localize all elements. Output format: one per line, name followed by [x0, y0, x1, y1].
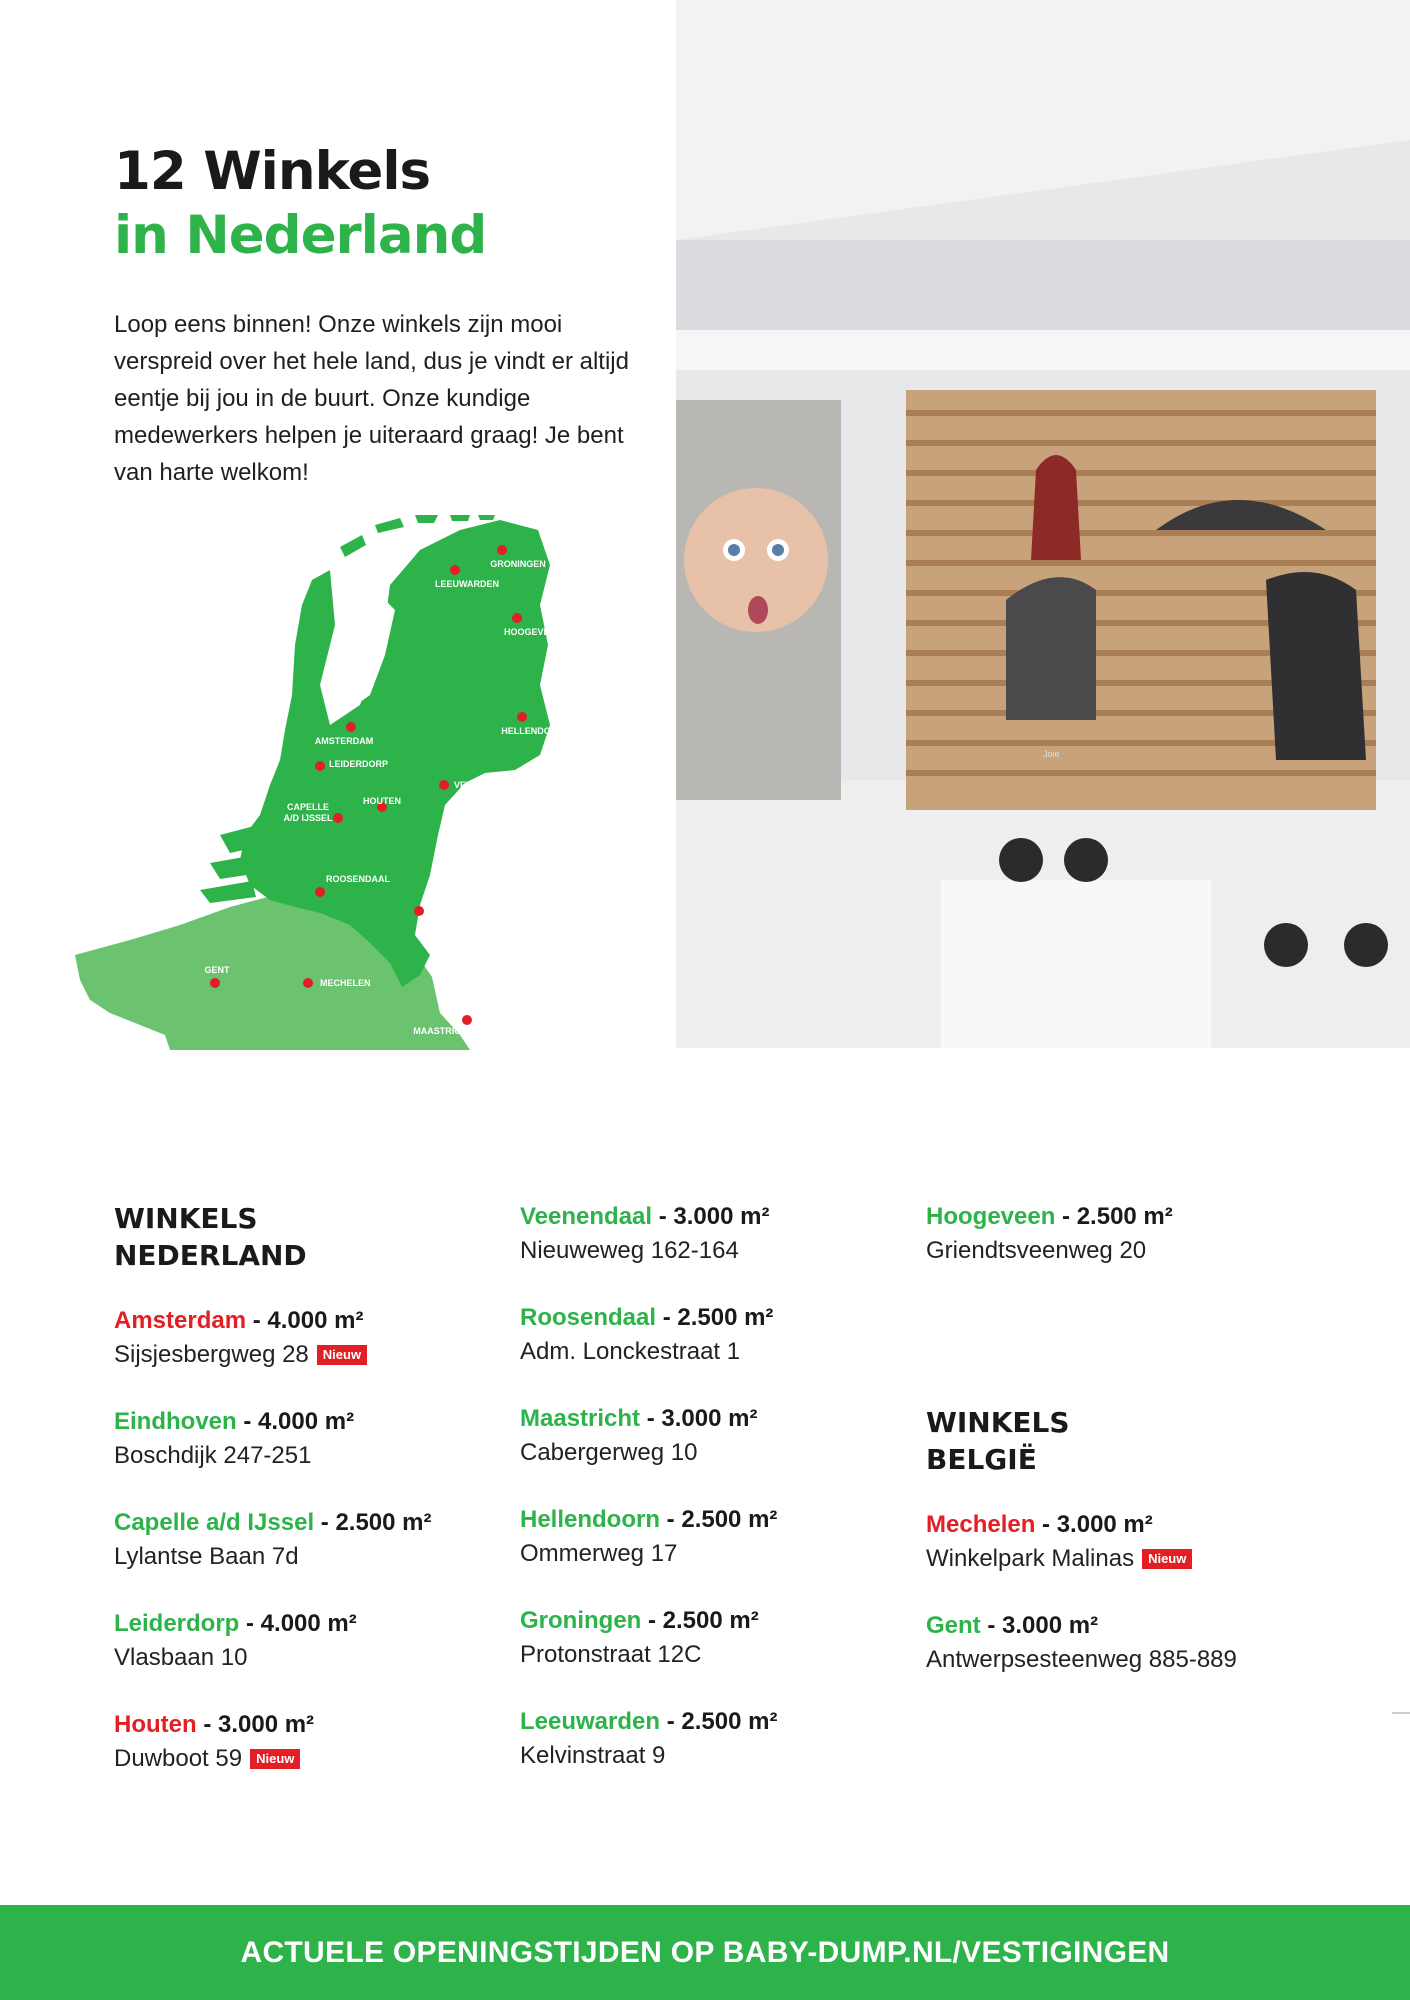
store-maastricht: Maastricht - 3.000 m² Cabergerweg 10 [520, 1402, 910, 1470]
store-photo [676, 0, 1410, 1048]
svg-text:ROOSENDAAL: ROOSENDAAL [326, 874, 391, 884]
store-gent: Gent - 3.000 m² Antwerpsesteenweg 885-889 [926, 1609, 1316, 1677]
store-size: 2.500 m² [677, 1304, 774, 1331]
store-city: Veenendaal [520, 1203, 653, 1230]
map-city-eindhoven [414, 906, 486, 916]
store-roosendaal: Roosendaal - 2.500 m² Adm. Lonckestraat 1 [520, 1301, 910, 1369]
store-address: Protonstraat 12C [520, 1641, 702, 1668]
store-address: Nieuweweg 162-164 [520, 1237, 739, 1264]
store-address: Kelvinstraat 9 [520, 1742, 666, 1769]
svg-text:LEIDERDORP: LEIDERDORP [329, 759, 389, 769]
store-capelle: Capelle a/d IJssel - 2.500 m² Lylantse Baan 7d [114, 1506, 504, 1574]
svg-text:GRONINGEN: GRONINGEN [490, 559, 546, 569]
store-map [70, 515, 640, 1050]
store-hoogeveen: Hoogeveen - 2.500 m² Griendtsveenweg 20 [926, 1200, 1316, 1268]
store-city: Hellendoorn [520, 1506, 661, 1533]
store-amsterdam: Amsterdam - 4.000 m² Sijsjesbergweg 28 Nieuw [114, 1304, 504, 1372]
store-groningen: Groningen - 2.500 m² Protonstraat 12C [520, 1604, 910, 1672]
page-title [114, 140, 486, 268]
new-badge: Nieuw [317, 1345, 367, 1365]
store-size: 3.000 m² [673, 1203, 770, 1230]
store-city: Roosendaal [520, 1304, 657, 1331]
stroller-brand-label: Joie [1043, 749, 1060, 759]
store-city: Leiderdorp [114, 1610, 240, 1637]
store-address: Sijsjesbergweg 28 [114, 1341, 309, 1368]
store-eindhoven: Eindhoven - 4.000 m² Boschdijk 247-251 [114, 1405, 504, 1473]
svg-text:HOUTEN: HOUTEN [363, 796, 401, 806]
store-address: Duwboot 59 [114, 1745, 243, 1772]
store-veenendaal: Veenendaal - 3.000 m² Nieuweweg 162-164 [520, 1200, 910, 1268]
section-title-nl: WINKELS NEDERLAND [114, 1202, 307, 1272]
svg-text:EINDHOVEN: EINDHOVEN [432, 906, 486, 916]
svg-text:HELLENDOORN: HELLENDOORN [501, 726, 571, 736]
store-size: 3.000 m² [1002, 1612, 1099, 1639]
stores-column-2 [520, 1200, 910, 1806]
store-size: 2.500 m² [681, 1506, 778, 1533]
store-size: 2.500 m² [662, 1607, 759, 1634]
store-size: 2.500 m² [681, 1708, 778, 1735]
svg-text:CAPELLE: CAPELLE [286, 802, 330, 812]
stores-column-3 [926, 1200, 1316, 1710]
edge-mark [1392, 1712, 1410, 1714]
store-address: Cabergerweg 10 [520, 1439, 698, 1466]
store-city: Gent [926, 1612, 981, 1639]
stores-column-1 [114, 1200, 504, 1809]
store-leeuwarden: Leeuwarden - 2.500 m² Kelvinstraat 9 [520, 1705, 910, 1773]
store-hellendoorn: Hellendoorn - 2.500 m² Ommerweg 17 [520, 1503, 910, 1571]
store-city: Houten [114, 1711, 197, 1738]
svg-text:MECHELEN: MECHELEN [320, 978, 371, 988]
store-size: 3.000 m² [217, 1711, 315, 1738]
footer-banner: ACTUELE OPENINGSTIJDEN OP BABY-DUMP.NL/VESTIGINGEN [0, 1905, 1410, 2000]
svg-text:VEENENDAAL: VEENENDAAL [454, 780, 517, 790]
store-city: Capelle a/d IJssel [114, 1509, 315, 1536]
new-badge: Nieuw [1142, 1549, 1192, 1569]
store-city: Groningen [520, 1607, 642, 1634]
store-size: 2.500 m² [335, 1509, 432, 1536]
svg-text:AMSTERDAM: AMSTERDAM [314, 736, 374, 746]
store-size: 4.000 m² [260, 1610, 357, 1637]
store-address: Lylantse Baan 7d [114, 1543, 299, 1570]
store-address: Antwerpsesteenweg 885-889 [926, 1646, 1237, 1673]
store-city: Eindhoven [114, 1408, 237, 1435]
intro-text: Loop eens binnen! Onze winkels zijn mooi verspreid over het hele land, dus je vindt er altijd eentje bij jou in de buurt. Onze kundige medewerkers helpen je uiteraard graag! Je bent van harte welkom! [114, 311, 629, 486]
store-size: 3.000 m² [1056, 1511, 1153, 1538]
store-leiderdorp: Leiderdorp - 4.000 m² Vlasbaan 10 [114, 1607, 504, 1675]
store-houten: Houten - 3.000 m² Duwboot 59 Nieuw [114, 1711, 315, 1772]
store-city: Hoogeveen [926, 1203, 1056, 1230]
store-address: Winkelpark Malinas [926, 1545, 1135, 1572]
store-address: Adm. Lonckestraat 1 [520, 1338, 741, 1365]
svg-text:LEEUWARDEN: LEEUWARDEN [434, 579, 500, 589]
store-address: Boschdijk 247-251 [114, 1442, 312, 1469]
store-city: Mechelen [926, 1511, 1036, 1538]
svg-text:MAASTRICHT: MAASTRICHT [413, 1026, 473, 1036]
store-address: Vlasbaan 10 [114, 1644, 248, 1671]
title-line-1: 12 Winkels [114, 141, 431, 202]
store-size: 2.500 m² [1076, 1203, 1173, 1230]
store-size: 4.000 m² [267, 1307, 364, 1334]
svg-text:GENT: GENT [204, 965, 230, 975]
store-city: Maastricht [520, 1405, 641, 1432]
store-size: 3.000 m² [661, 1405, 758, 1432]
title-line-2: in Nederland [114, 205, 487, 266]
svg-text:A/D IJSSEL: A/D IJSSEL [283, 813, 333, 823]
store-city: Leeuwarden [520, 1708, 661, 1735]
store-mechelen: Mechelen - 3.000 m² Winkelpark Malinas Nieuw [926, 1508, 1316, 1576]
store-address: Ommerweg 17 [520, 1540, 678, 1567]
svg-text:HOOGEVEEN: HOOGEVEEN [503, 627, 563, 637]
new-badge: Nieuw [250, 1749, 300, 1769]
store-city: Amsterdam [114, 1307, 247, 1334]
store-address: Griendtsveenweg 20 [926, 1237, 1147, 1264]
section-title-be: WINKELS BELGIË [926, 1406, 1070, 1476]
store-size: 4.000 m² [258, 1408, 355, 1435]
